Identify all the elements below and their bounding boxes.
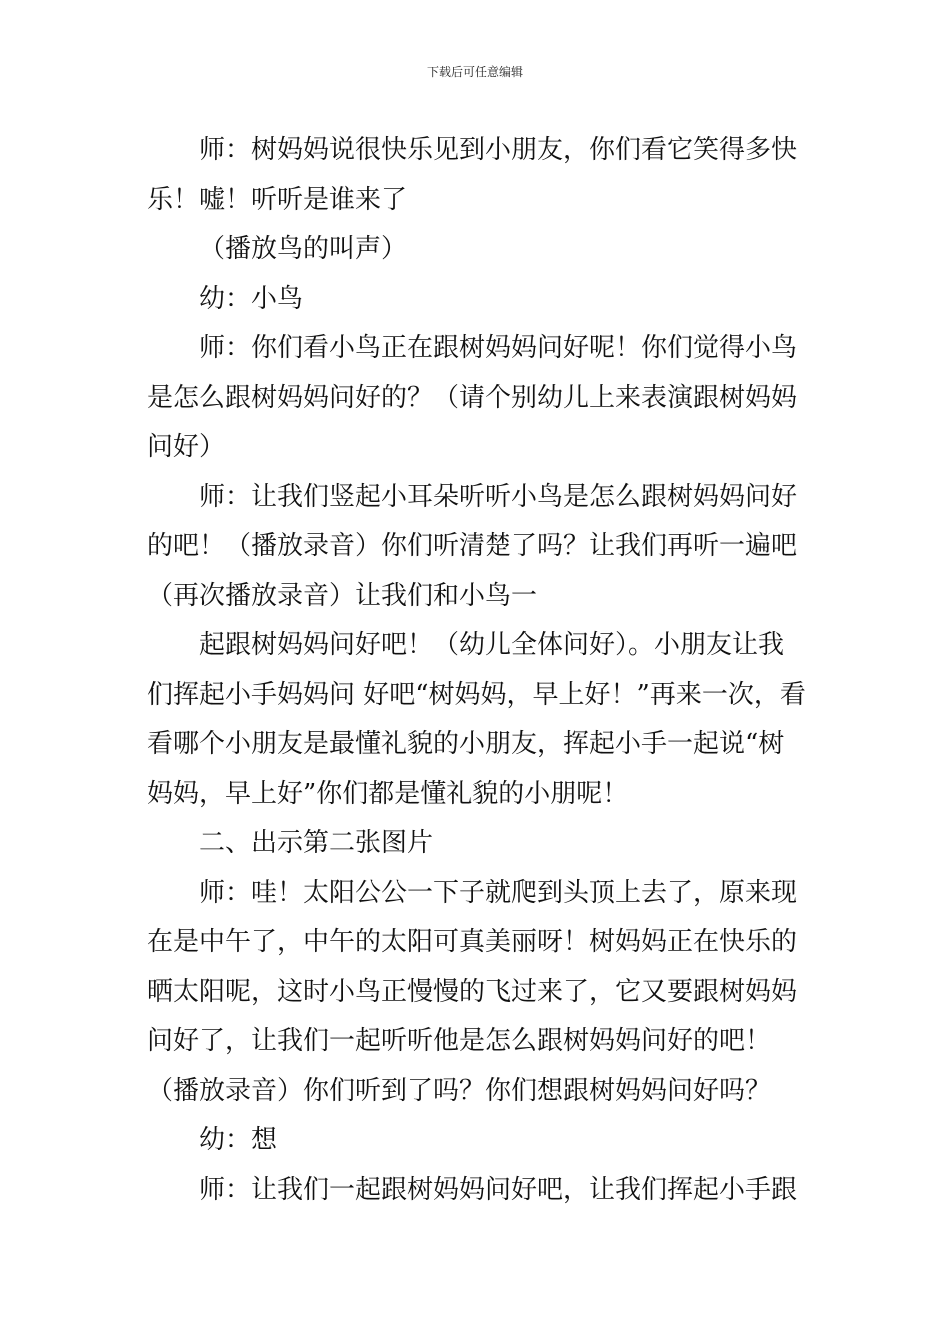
paragraph: 师：你们看小鸟正在跟树妈妈问好呢！你们觉得小鸟是怎么跟树妈妈问好的？（请个别幼儿上来表演跟树妈妈问好）: [147, 333, 798, 462]
paragraph: 幼：小鸟: [199, 283, 304, 314]
section-heading: 二、出示第二张图片: [199, 828, 434, 858]
paragraph: 师：树妈妈说很快乐见到小朋友，你们看它笑得多快乐！嘘！听听是谁来了: [147, 135, 798, 215]
paragraph: 起跟树妈妈问好吧！（幼儿全体问好）。小朋友让我们挥起小手妈妈问 好吧“树妈妈，早上好！”再来一次，看看哪个小朋友是最懂礼貌的小朋友，挥起小手一起说“树妈妈，早上好”你们都是懂礼貌的小朋呢！: [147, 630, 806, 809]
page-header: 下载后可任意编辑: [426, 65, 523, 79]
paragraph: 师：哇！太阳公公一下子就爬到头顶上去了，原来现在是中午了，中午的太阳可真美丽呀！树妈妈正在快乐的晒太阳呢，这时小鸟正慢慢的飞过来了，它又要跟树妈妈问好了，让我们一起听听他是怎么跟树妈妈问好的吧！（播放录音）你们听到了吗？你们想跟树妈妈问好吗？: [147, 877, 798, 1106]
paragraph: （播放鸟的叫声）: [199, 234, 408, 264]
paragraph: 师：让我们竖起小耳朵听听小鸟是怎么跟树妈妈问好的吧！（播放录音）你们听清楚了吗？让我们再听一遍吧（再次播放录音）让我们和小鸟一: [147, 481, 798, 611]
paragraph: 师：让我们一起跟树妈妈问好吧，让我们挥起小手跟: [199, 1174, 798, 1205]
paragraph: 幼：想: [199, 1125, 278, 1155]
document-body: [147, 126, 807, 1215]
